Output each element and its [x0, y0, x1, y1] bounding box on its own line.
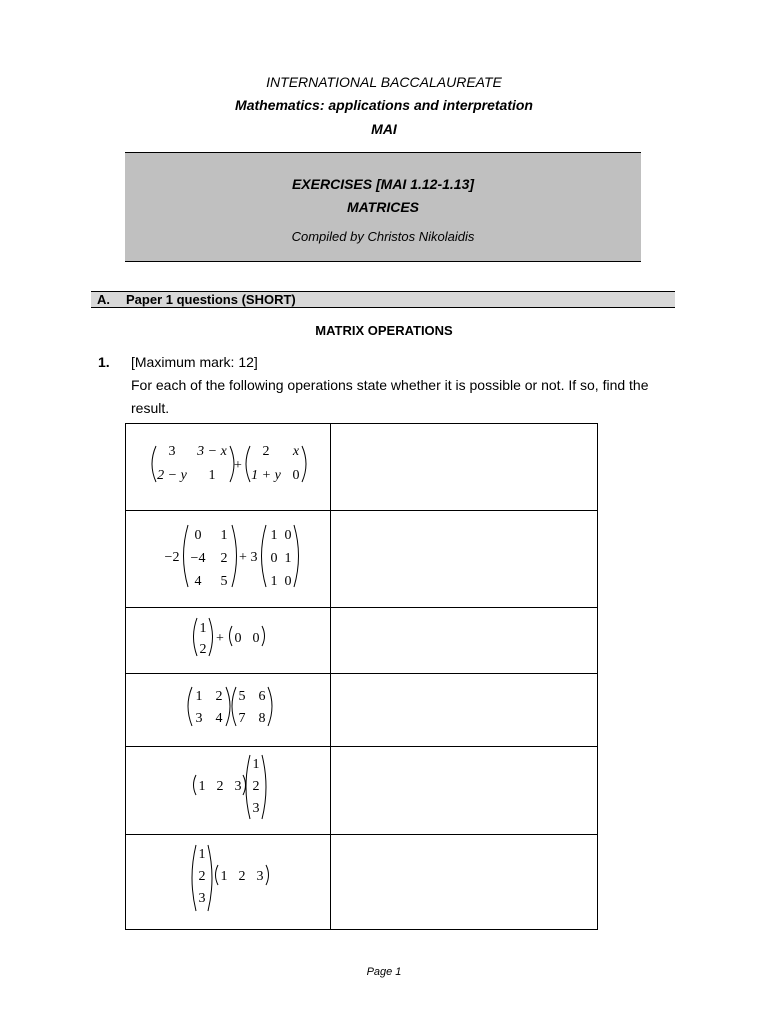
matrix-expression-4: [126, 674, 330, 741]
table-row: [126, 511, 598, 608]
svg-text:1: 1: [252, 757, 260, 772]
question-number: 1.: [98, 354, 110, 370]
svg-text:−2: −2: [164, 550, 180, 565]
svg-text:2: 2: [220, 551, 228, 566]
svg-text:+: +: [234, 458, 242, 473]
svg-text:1: 1: [284, 551, 292, 566]
svg-text:2: 2: [262, 444, 270, 459]
matrix-expression-2: [126, 511, 330, 602]
svg-text:4: 4: [215, 711, 223, 726]
svg-text:1: 1: [198, 779, 206, 794]
svg-text:0: 0: [284, 574, 292, 589]
svg-text:2: 2: [252, 779, 260, 794]
svg-text:3: 3: [250, 550, 258, 565]
svg-text:8: 8: [258, 711, 266, 726]
svg-text:+: +: [239, 550, 247, 565]
svg-text:1: 1: [195, 689, 203, 704]
answer-cell-6[interactable]: [331, 835, 598, 930]
answer-cell-5[interactable]: [331, 747, 598, 835]
svg-text:3: 3: [168, 444, 176, 459]
svg-text:1: 1: [208, 468, 216, 483]
expression-cell-3: [126, 608, 331, 674]
svg-text:2: 2: [198, 869, 206, 884]
svg-text:3: 3: [195, 711, 203, 726]
svg-text:+: +: [216, 631, 224, 646]
expression-cell-1: [126, 424, 331, 511]
svg-text:2: 2: [238, 869, 246, 884]
svg-text:6: 6: [258, 689, 266, 704]
header-course: Mathematics: applications and interpretation: [235, 97, 533, 113]
svg-text:2: 2: [216, 779, 224, 794]
svg-text:1: 1: [199, 621, 207, 636]
question-text-line2: result.: [131, 400, 170, 416]
svg-text:3 − x: 3 − x: [197, 444, 227, 459]
answer-cell-2[interactable]: [331, 511, 598, 608]
svg-text:0: 0: [252, 631, 260, 646]
banner-subtitle: MATRICES: [346, 199, 420, 215]
table-row: [126, 424, 598, 511]
svg-text:x: x: [292, 444, 300, 459]
svg-text:0: 0: [292, 468, 300, 483]
svg-text:0: 0: [270, 551, 278, 566]
svg-text:1: 1: [270, 574, 278, 589]
question-marks: [Maximum mark: 12]: [131, 354, 258, 370]
table-row: [126, 747, 598, 835]
svg-text:0: 0: [284, 528, 292, 543]
expression-cell-5: [126, 747, 331, 835]
svg-text:1 + y: 1 + y: [251, 468, 281, 483]
svg-text:1: 1: [220, 869, 228, 884]
svg-text:1: 1: [270, 528, 278, 543]
section-header: [91, 291, 675, 308]
svg-text:3: 3: [256, 869, 264, 884]
question-text-line1: For each of the following operations state whether it is possible or not. If so, find the: [131, 377, 649, 393]
title-banner: [125, 152, 641, 262]
svg-text:2: 2: [215, 689, 223, 704]
svg-text:0: 0: [234, 631, 242, 646]
expression-cell-4: [126, 674, 331, 747]
matrix-expression-6: [126, 835, 330, 924]
svg-text:7: 7: [238, 711, 246, 726]
banner-title: EXERCISES [MAI 1.12-1.13]: [291, 176, 475, 192]
expression-cell-6: [126, 835, 331, 930]
matrix-expression-3: [126, 608, 330, 668]
banner-author: Compiled by Christos Nikolaidis: [291, 229, 475, 244]
svg-text:3: 3: [234, 779, 242, 794]
matrix-expression-5: [126, 747, 330, 829]
matrix-expression-1: [126, 424, 330, 505]
svg-text:0: 0: [194, 528, 202, 543]
table-row: [126, 835, 598, 930]
answer-cell-1[interactable]: [331, 424, 598, 511]
svg-text:3: 3: [198, 891, 206, 906]
header-code: MAI: [371, 121, 397, 137]
svg-text:2: 2: [199, 642, 207, 657]
exercise-table: [125, 423, 598, 930]
table-row: [126, 674, 598, 747]
svg-text:5: 5: [238, 689, 246, 704]
header-institution: INTERNATIONAL BACCALAUREATE: [266, 74, 502, 90]
svg-text:4: 4: [194, 574, 202, 589]
section-letter: A.: [97, 292, 110, 307]
section-title: Paper 1 questions (SHORT): [126, 292, 296, 307]
expression-cell-2: [126, 511, 331, 608]
svg-text:5: 5: [220, 574, 228, 589]
subheading: MATRIX OPERATIONS: [315, 323, 453, 338]
svg-text:3: 3: [252, 801, 260, 816]
svg-text:1: 1: [198, 847, 206, 862]
svg-text:1: 1: [220, 528, 228, 543]
answer-cell-4[interactable]: [331, 674, 598, 747]
answer-cell-3[interactable]: [331, 608, 598, 674]
table-row: [126, 608, 598, 674]
svg-text:−4: −4: [190, 551, 206, 566]
page-number: Page 1: [366, 966, 402, 978]
svg-text:2 − y: 2 − y: [157, 468, 187, 483]
